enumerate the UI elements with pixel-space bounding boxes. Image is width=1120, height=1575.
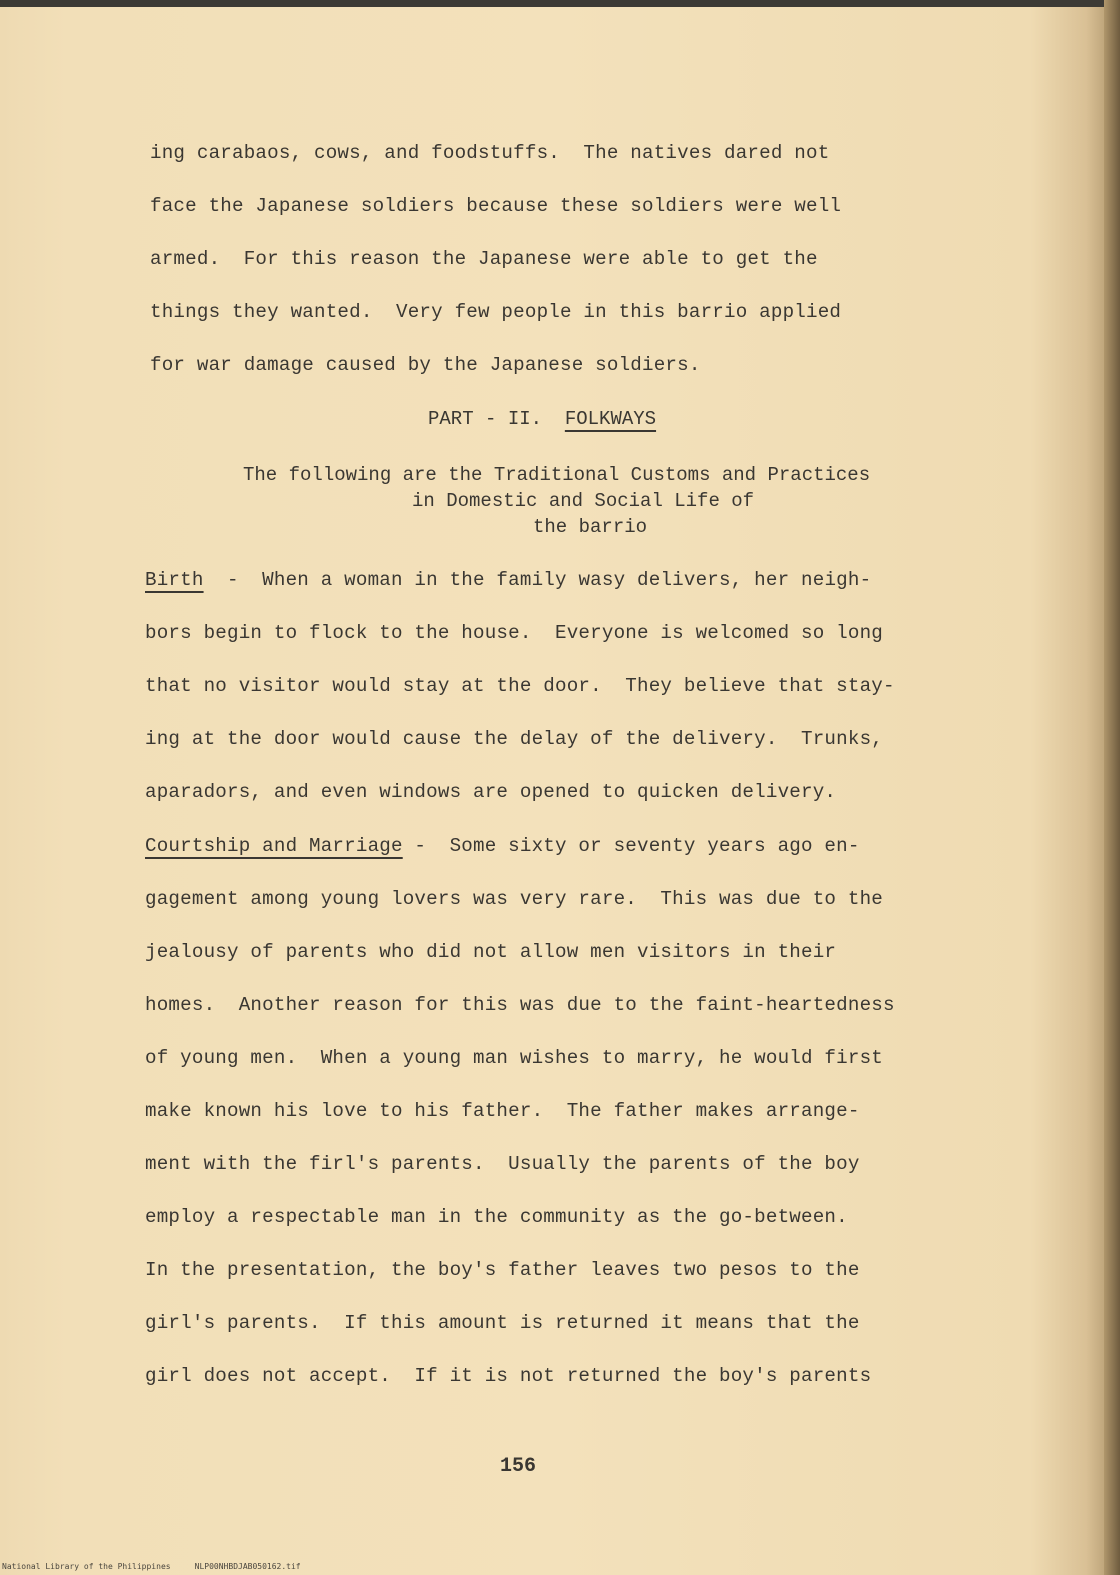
text-line: that no visitor would stay at the door. They believe that stay- [145, 675, 895, 697]
text-line: homes. Another reason for this was due to the faint-heartedness [145, 994, 895, 1016]
text-line: jealousy of parents who did not allow men visitors in their [145, 941, 837, 963]
text-line: of young men. When a young man wishes to marry, he would first [145, 1047, 884, 1069]
text-line: employ a respectable man in the community as the go-between. [145, 1206, 848, 1228]
part-heading [428, 408, 656, 430]
part-number: PART - II. [428, 408, 543, 430]
intro-line: in Domestic and Social Life of [412, 490, 755, 512]
scan-footer: National Library of the Philippines NLP00NHBDJAB050162.tif [2, 1562, 301, 1571]
courtship-text: - Some sixty or seventy years ago en- [402, 835, 860, 857]
text-line: things they wanted. Very few people in this barrio applied [150, 301, 842, 323]
text-line: gagement among young lovers was very rare. This was due to the [145, 888, 884, 910]
text-line: armed. For this reason the Japanese were able to get the [150, 248, 818, 270]
page-number: 156 [500, 1455, 537, 1478]
birth-label: Birth [145, 569, 204, 591]
text-line: make known his love to his father. The father makes arrange- [145, 1100, 860, 1122]
text-line: In the presentation, the boy's father leaves two pesos to the [145, 1259, 860, 1281]
text-line: aparadors, and even windows are opened to quicken delivery. [145, 781, 837, 803]
text-line: face the Japanese soldiers because these soldiers were well [150, 195, 842, 217]
intro-line: The following are the Traditional Customs and Practices [243, 464, 871, 486]
scan-top-edge [0, 0, 1120, 7]
text-line: for war damage caused by the Japanese soldiers. [150, 354, 701, 376]
courtship-label: Courtship and Marriage [145, 835, 403, 857]
text-line: girl's parents. If this amount is returned it means that the [145, 1312, 860, 1334]
text-line: ment with the firl's parents. Usually the parents of the boy [145, 1153, 860, 1175]
text-line: bors begin to flock to the house. Everyone is welcomed so long [145, 622, 884, 644]
birth-text: - When a woman in the family wasy delivers, her neigh- [203, 569, 872, 591]
intro-line: the barrio [533, 516, 648, 538]
text-line: girl does not accept. If it is not returned the boy's parents [145, 1365, 872, 1387]
book-binding-edge [1104, 0, 1120, 1575]
courtship-first-line [145, 835, 860, 857]
text-line: ing at the door would cause the delay of the delivery. Trunks, [145, 728, 884, 750]
birth-first-line [145, 569, 871, 591]
section-title: FOLKWAYS [564, 408, 657, 430]
text-line: ing carabaos, cows, and foodstuffs. The natives dared not [150, 142, 830, 164]
